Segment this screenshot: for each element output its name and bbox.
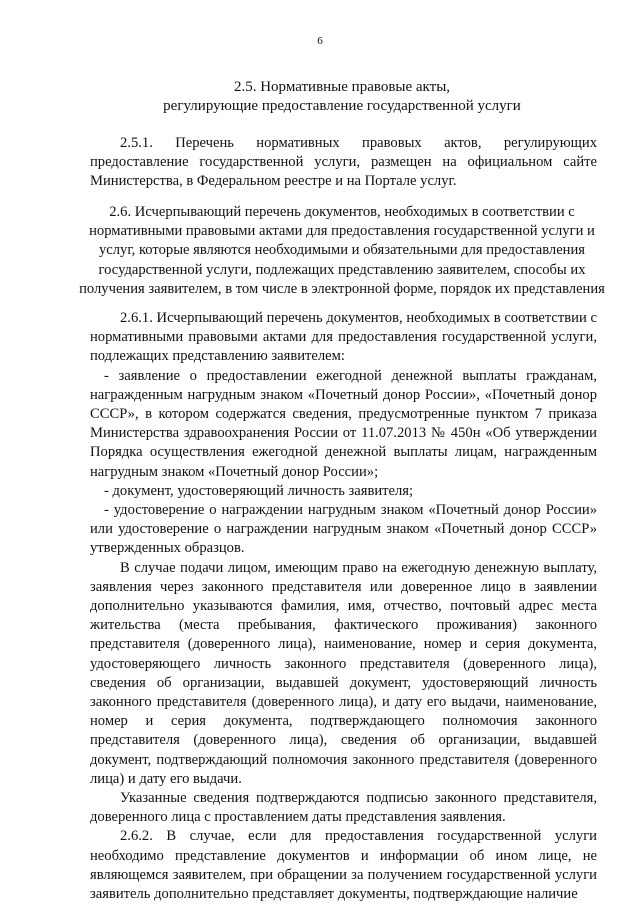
list-item-application: - заявление о предоставлении ежегодной денежной выплаты гражданам, награжденным нагрудным знаком «Почетный донор России», «Почетный донор СССР», в котором содержатся сведения, предусмотренные пунктом 7 приказа Министерства здравоохранения России от 11.07.2013 № 450н «Об утверждении Порядка осуществления ежегодной денежной выплаты лицам, награжденным нагрудным знаком «Почетный донор России»; xyxy=(90,367,597,480)
section-2-5-title-line1: 2.5. Нормативные правовые акты, xyxy=(233,79,451,95)
section-2-6-heading: 2.6. Исчерпывающий перечень документов, необходимых в соответствии с нормативными правовыми актами для предоставления государственной услуги и услуг, которые являются необходимыми и обязательными для предоставления государственной услуги, подлежащих представлению заявителем, способы их получения заявителем, в том числе в электронной форме, порядок их представления xyxy=(79,204,605,297)
paragraph-confirmation: Указанные сведения подтверждаются подписью законного представителя, доверенного лица с проставлением даты представления заявления. xyxy=(90,790,597,826)
list-item-award-certificate: - удостоверение о награждении нагрудным знаком «Почетный донор России» или удостоверение о награждении нагрудным знаком «Почетный донор СССР» утвержденных образцов. xyxy=(90,502,597,557)
paragraph-2-6-2: 2.6.2. В случае, если для предоставления государственной услуги необходимо представление документов и информации об ином лице, не являющемся заявителем, при обращении за получением государственной услуги заявитель дополнительно представляет документы, подтверждающие наличие xyxy=(90,828,597,903)
paragraph-2-6-1: 2.6.1. Исчерпывающий перечень документов, необходимых в соответствии с нормативными правовыми актами для предоставления государственной услуги, подлежащих представлению заявителем: xyxy=(90,310,597,365)
paragraph-representative-case: В случае подачи лицом, имеющим право на ежегодную денежную выплату, заявления через законного представителя или доверенное лицо в заявлении дополнительно указываются фамилия, имя, отчество, почтовый адрес места жительства (места пребывания, фактического проживания) законного представителя (доверенного лица), наименование, номер и серия документа, удостоверяющего личность законного представителя (доверенного лица), сведения об организации, выдавшей документ, удостоверяющий личность законного представителя (доверенного лица), и дату его выдачи, наименование, номер и серия документа, подтверждающего полномочия законного представителя (доверенного лица), сведения об организации, выдавшей документ, подтверждающий полномочия законного представителя (доверенного лица) и дату его выдачи. xyxy=(90,559,597,787)
page-number: 6 xyxy=(317,35,323,47)
section-2-5-body xyxy=(90,134,597,192)
section-2-5-heading xyxy=(70,78,614,116)
section-2-5-title-line2: регулирующие предоставление государственной услуги xyxy=(163,98,521,115)
section-2-6-body xyxy=(90,309,597,904)
paragraph-2-5-1: 2.5.1. Перечень нормативных правовых актов, регулирующих предоставление государственной услуги, размещен на официальном сайте Министерства, в Федеральном реестре и на Портале услуг. xyxy=(90,135,597,190)
list-item-identity-document: - документ, удостоверяющий личность заявителя; xyxy=(104,482,414,499)
